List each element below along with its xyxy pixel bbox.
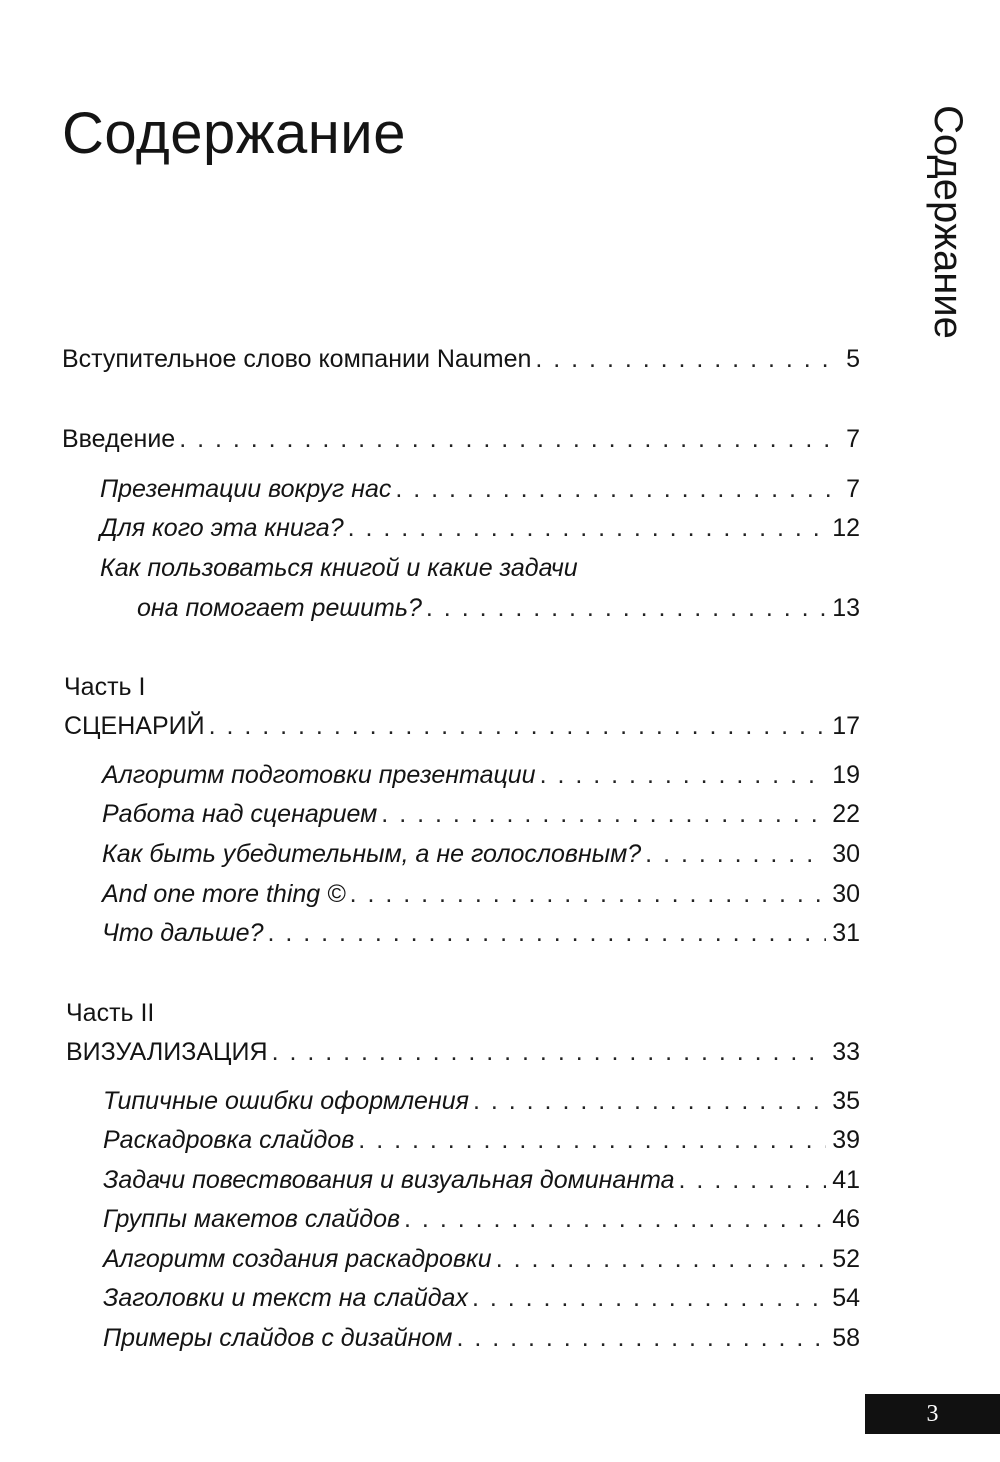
side-tab-label: Содержание	[926, 105, 970, 339]
toc-entry-page: 5	[846, 345, 860, 373]
toc-entry[interactable]	[102, 760, 860, 790]
toc-entry-title: Что дальше?	[102, 919, 264, 947]
toc-entry-page: 12	[832, 514, 860, 542]
toc-entry-page: 33	[832, 1038, 860, 1066]
toc-entry-title: Заголовки и текст на слайдах	[103, 1284, 468, 1312]
toc-entry-page: 30	[832, 880, 860, 908]
toc-entry[interactable]	[102, 839, 860, 869]
toc-entry-page: 17	[832, 712, 860, 740]
toc-entry-title: Для кого эта книга?	[100, 514, 344, 542]
toc-entry[interactable]	[62, 344, 860, 374]
toc-entry[interactable]	[103, 1204, 860, 1234]
page-title: Содержание	[62, 101, 406, 166]
toc-entry-page: 7	[846, 425, 860, 453]
toc-entry[interactable]	[100, 513, 860, 543]
toc-entry-page: 22	[832, 800, 860, 828]
toc-entry-page: 19	[832, 761, 860, 789]
toc-entry-title: Раскадровка слайдов	[103, 1126, 355, 1154]
toc-entry-page: 35	[832, 1087, 860, 1115]
toc-entry-page: 31	[832, 919, 860, 947]
toc-entry-title: Примеры слайдов с дизайном	[103, 1324, 453, 1352]
toc-entry-page: 52	[832, 1245, 860, 1273]
part-label: Часть I	[64, 673, 146, 701]
toc-entry-page: 46	[832, 1205, 860, 1233]
toc-entry[interactable]	[102, 918, 860, 948]
toc-entry-page: 7	[846, 475, 860, 503]
toc-entry-title: ВИЗУАЛИЗАЦИЯ	[66, 1038, 268, 1066]
toc-entry[interactable]	[62, 424, 860, 454]
toc-entry-title: СЦЕНАРИЙ	[64, 712, 205, 740]
toc-entry[interactable]	[66, 1037, 860, 1067]
toc-entry[interactable]	[102, 879, 860, 909]
toc-entry-title: Вступительное слово компании Naumen	[62, 345, 532, 373]
toc-entry-title: Алгоритм создания раскадровки	[103, 1245, 492, 1273]
toc-entry-title: And one more thing ©	[102, 880, 346, 908]
toc-entry[interactable]	[103, 1323, 860, 1353]
part-label: Часть II	[66, 999, 155, 1027]
toc-entry[interactable]	[103, 1125, 860, 1155]
toc-entry-title: Алгоритм подготовки презентации	[102, 761, 536, 789]
page-number-badge: 3	[865, 1394, 1000, 1434]
toc-entry-title: Группы макетов слайдов	[103, 1205, 401, 1233]
toc-entry[interactable]	[64, 711, 860, 741]
toc-entry-page: 39	[832, 1126, 860, 1154]
toc-entry-title: Работа над сценарием	[102, 800, 378, 828]
toc-entry-page: 54	[832, 1284, 860, 1312]
toc-entry[interactable]	[103, 1244, 860, 1274]
toc-entry-title: Типичные ошибки оформления	[103, 1087, 469, 1115]
toc-entry[interactable]	[137, 593, 860, 623]
toc-entry-page: 30	[832, 840, 860, 868]
toc-entry[interactable]	[102, 799, 860, 829]
toc-entry-page: 13	[832, 594, 860, 622]
toc-entry-title: Задачи повествования и визуальная доминанта	[103, 1166, 675, 1194]
toc-entry[interactable]	[103, 1086, 860, 1116]
toc-entry-page: 58	[832, 1324, 860, 1352]
toc-entry-title: Презентации вокруг нас	[100, 475, 392, 503]
toc-entry-page: 41	[832, 1166, 860, 1194]
toc-entry-title: она помогает решить?	[137, 594, 422, 622]
toc-entry[interactable]	[103, 1165, 860, 1195]
toc-entry[interactable]	[100, 474, 860, 504]
toc-entry-title: Как быть убедительным, а не голословным?	[102, 840, 642, 868]
toc-entry-title[interactable]: Как пользоваться книгой и какие задачи	[100, 554, 578, 582]
toc-entry[interactable]	[103, 1283, 860, 1313]
toc-entry-title: Введение	[62, 425, 176, 453]
